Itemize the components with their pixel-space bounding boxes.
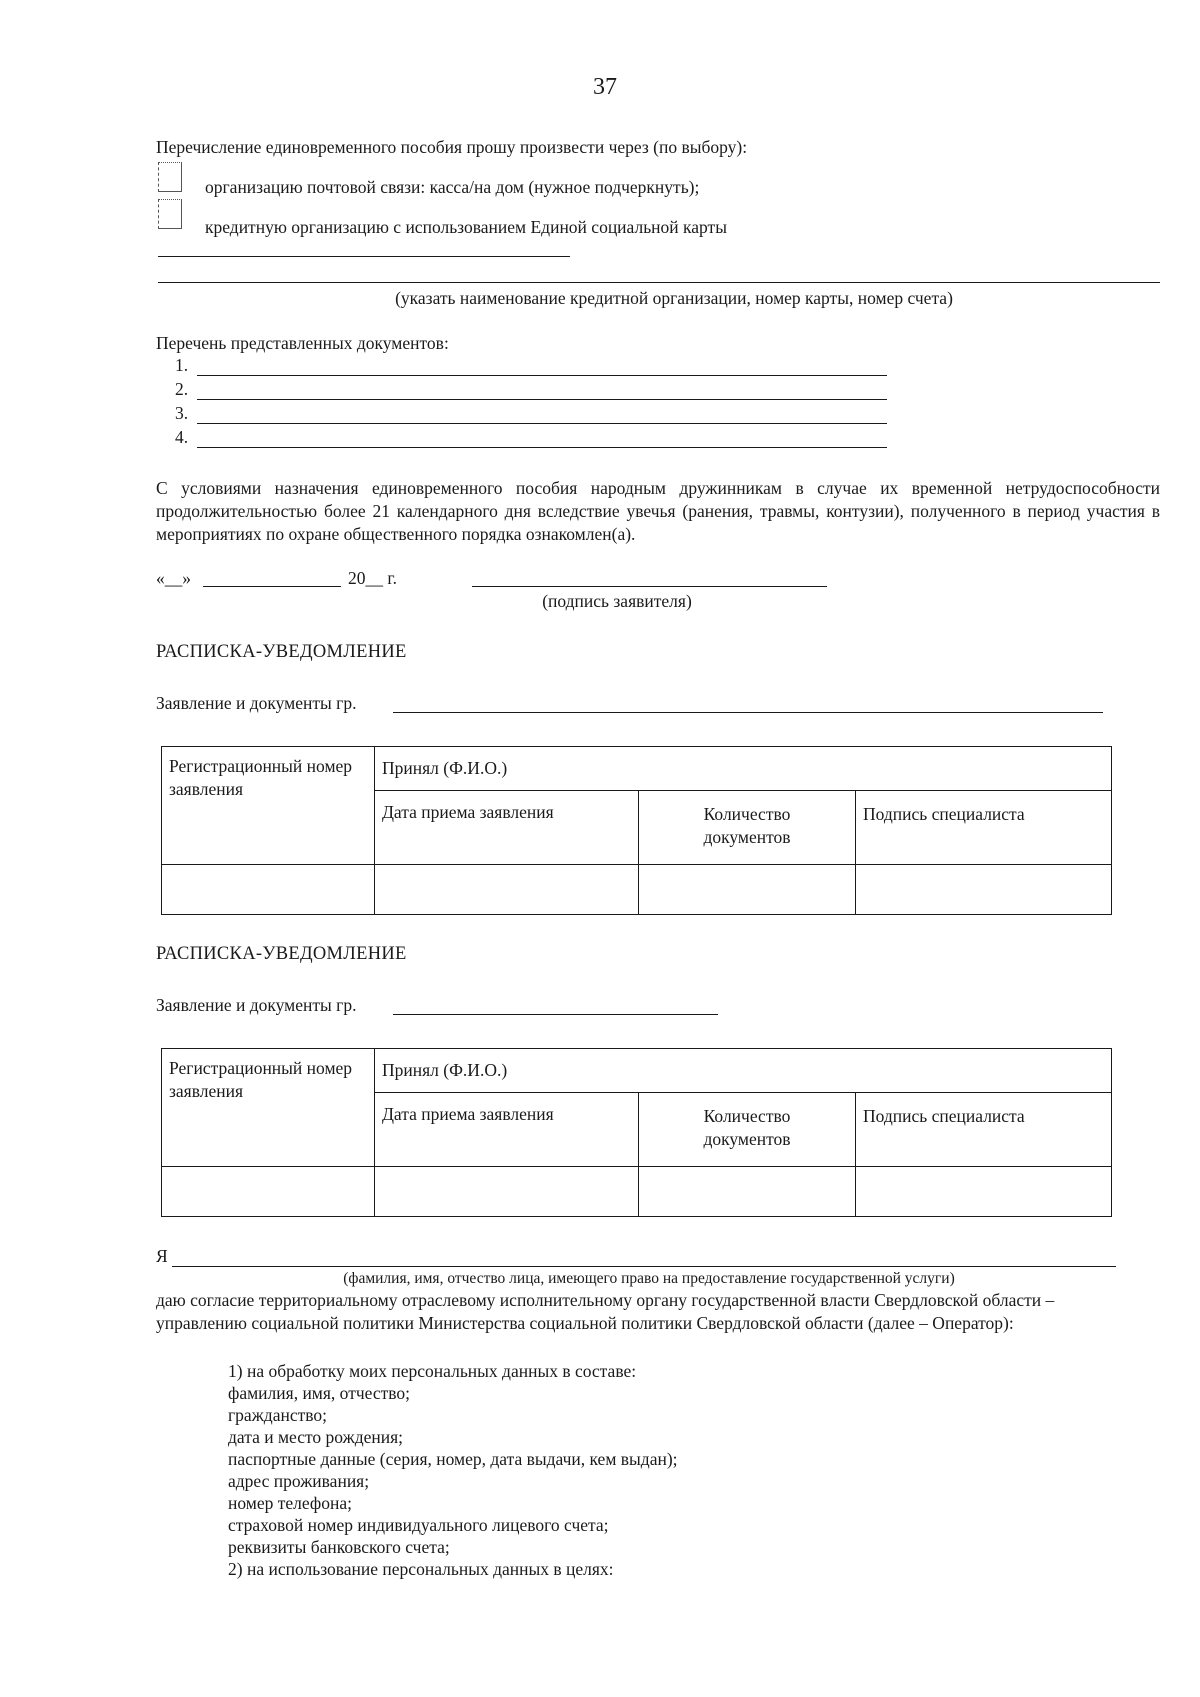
- document-item-number: 2.: [175, 379, 189, 399]
- date-received-header: Дата приема заявления: [375, 791, 639, 865]
- document-item-line[interactable]: [197, 375, 887, 376]
- checkbox-bank[interactable]: [158, 199, 182, 229]
- document-item-number: 4.: [175, 427, 189, 447]
- receipt-title: РАСПИСКА-УВЕДОМЛЕНИЕ: [156, 944, 407, 964]
- bank-caption: (указать наименование кредитной организации, номер карты, номер счета): [395, 288, 953, 308]
- signature-caption: (подпись заявителя): [542, 591, 692, 611]
- doc-count-header: Количество документов: [639, 791, 856, 865]
- list-item: страховой номер индивидуального лицевого счета;: [228, 1515, 609, 1535]
- date-received-cell[interactable]: [375, 865, 639, 915]
- receipt-intro: Заявление и документы гр.: [156, 995, 357, 1015]
- consent-name-line[interactable]: [172, 1266, 1116, 1267]
- page-number: 37: [593, 74, 617, 100]
- receipt-name-line[interactable]: [393, 712, 1103, 713]
- doc-count-cell[interactable]: [639, 865, 856, 915]
- option-bank-label: кредитную организацию с использованием Единой социальной карты: [205, 217, 727, 237]
- receipt-intro: Заявление и документы гр.: [156, 693, 357, 713]
- receipt-name-line[interactable]: [393, 1014, 718, 1015]
- doc-count-cell[interactable]: [639, 1167, 856, 1217]
- document-item-line[interactable]: [197, 423, 887, 424]
- date-day: «__»: [156, 568, 191, 588]
- document-item-number: 1.: [175, 355, 189, 375]
- acknowledgement-text: С условиями назначения единовременного пособия народным дружинникам в случае их временной нетрудоспособности продолжительностью более 21 календарного дня вследствие увечья (ранения, травмы, контузии), полученного в период участия в мероприятиях по охране общественного порядка ознакомлен(а).: [156, 478, 1160, 544]
- accepted-by-header: Принял (Ф.И.О.): [375, 1049, 1112, 1093]
- consent-text: даю согласие территориальному отраслевому исполнительному органу государственной власти Свердловской области – управлению социальной политики Министерства социальной политики Свердловской области (далее – Оператор):: [156, 1290, 1055, 1333]
- bank-name-line-1[interactable]: [158, 256, 570, 257]
- payment-intro: Перечисление единовременного пособия прошу произвести через (по выбору):: [156, 137, 748, 157]
- consent-name-caption: (фамилия, имя, отчество лица, имеющего право на предоставление государственной услуги): [343, 1270, 955, 1287]
- list-item: фамилия, имя, отчество;: [228, 1383, 411, 1403]
- document-item-line[interactable]: [197, 447, 887, 448]
- applicant-signature-line[interactable]: [472, 586, 827, 587]
- specialist-signature-cell[interactable]: [856, 865, 1112, 915]
- list-item: 2) на использование персональных данных в целях:: [228, 1559, 614, 1579]
- receipt-table: [161, 1048, 1112, 1217]
- checkbox-post[interactable]: [158, 162, 182, 192]
- consent-i-label: Я: [156, 1246, 168, 1266]
- date-received-cell[interactable]: [375, 1167, 639, 1217]
- accepted-by-header: Принял (Ф.И.О.): [375, 747, 1112, 791]
- reg-number-cell[interactable]: [162, 1167, 375, 1217]
- list-item: гражданство;: [228, 1405, 327, 1425]
- reg-number-cell[interactable]: [162, 865, 375, 915]
- reg-number-header: Регистрационный номер заявления: [162, 747, 375, 865]
- specialist-signature-cell[interactable]: [856, 1167, 1112, 1217]
- receipt-table: [161, 746, 1112, 915]
- list-item: номер телефона;: [228, 1493, 352, 1513]
- date-year: 20__ г.: [348, 568, 397, 588]
- list-item: адрес проживания;: [228, 1471, 370, 1491]
- documents-heading: Перечень представленных документов:: [156, 333, 449, 353]
- date-received-header: Дата приема заявления: [375, 1093, 639, 1167]
- option-post-label: организацию почтовой связи: касса/на дом (нужное подчеркнуть);: [205, 177, 700, 197]
- list-item: 1) на обработку моих персональных данных в составе:: [228, 1361, 637, 1381]
- list-item: реквизиты банковского счета;: [228, 1537, 450, 1557]
- document-item-number: 3.: [175, 403, 189, 423]
- doc-count-header: Количество документов: [639, 1093, 856, 1167]
- list-item: дата и место рождения;: [228, 1427, 404, 1447]
- specialist-signature-header: Подпись специалиста: [856, 791, 1112, 865]
- date-month-line[interactable]: [203, 586, 341, 587]
- bank-name-line-2[interactable]: [158, 282, 1160, 283]
- reg-number-header: Регистрационный номер заявления: [162, 1049, 375, 1167]
- receipt-title: РАСПИСКА-УВЕДОМЛЕНИЕ: [156, 642, 407, 662]
- list-item: паспортные данные (серия, номер, дата выдачи, кем выдан);: [228, 1449, 678, 1469]
- specialist-signature-header: Подпись специалиста: [856, 1093, 1112, 1167]
- document-item-line[interactable]: [197, 399, 887, 400]
- consent-list: [228, 1360, 1128, 1580]
